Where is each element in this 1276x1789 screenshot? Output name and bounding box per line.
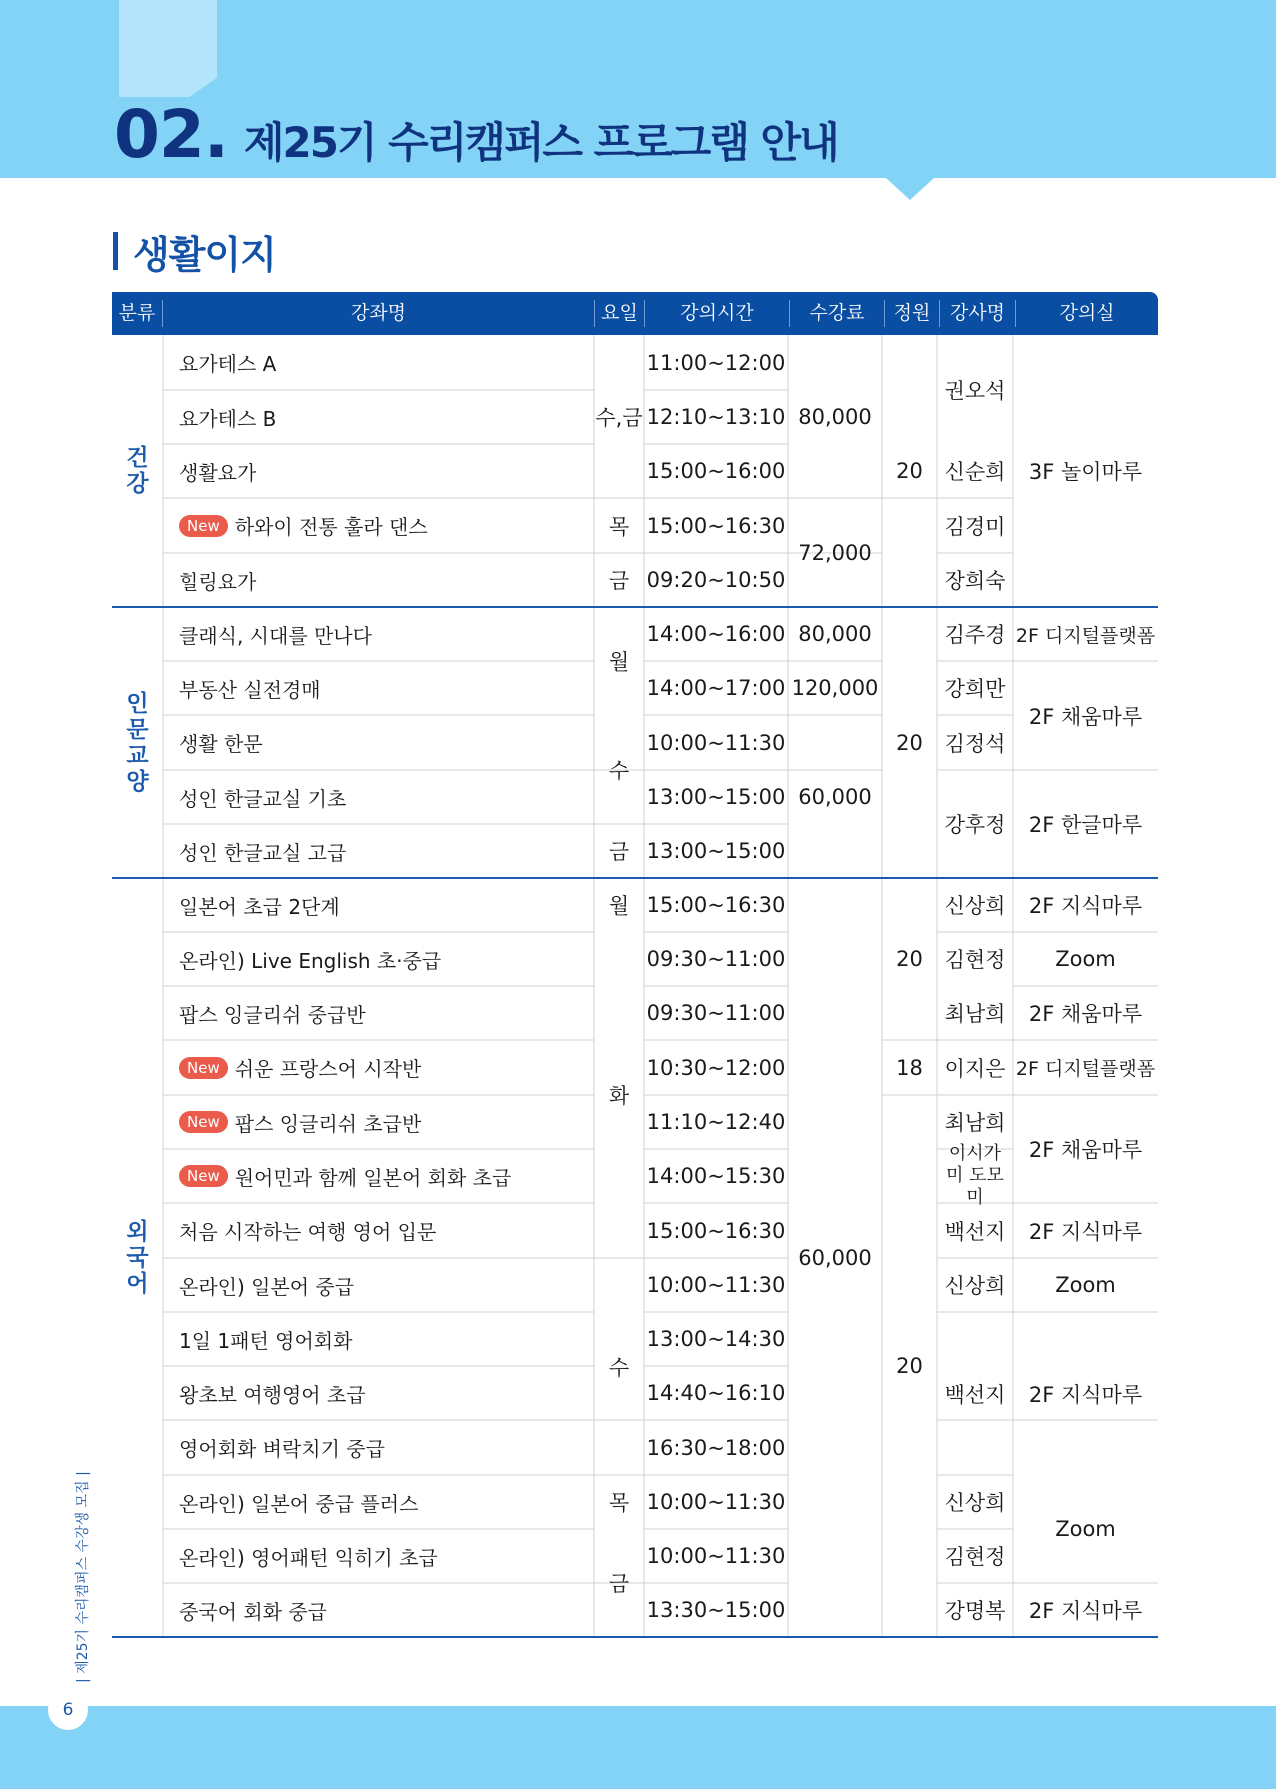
fee-cell: 120,000 <box>791 676 879 700</box>
day-cell: 수 <box>608 1355 630 1380</box>
time-cell: 15:00~16:30 <box>646 1218 786 1243</box>
instructor-cell: 신상희 <box>944 1491 1006 1515</box>
course-name: 생활 한문 <box>179 732 263 756</box>
course-name: 생활요가 <box>179 460 257 485</box>
instructor-cell: 백선지 <box>944 1382 1006 1407</box>
room-cell: 2F 한글마루 <box>1028 813 1143 837</box>
category-cell-humanities <box>112 607 163 878</box>
course-name-cell <box>163 1040 594 1095</box>
instructor-cell: 백선지 <box>944 1219 1006 1244</box>
course-name: 1일 1패턴 영어회화 <box>179 1328 353 1353</box>
course-name: 온라인) 영어패턴 익히기 초급 <box>179 1545 438 1570</box>
category-char: 인 <box>126 690 149 717</box>
time-cell: 13:00~15:00 <box>646 785 786 809</box>
column-header-category: 분류 <box>118 302 156 324</box>
new-badge: New <box>179 1165 228 1187</box>
time-cell: 16:30~18:00 <box>646 1435 786 1460</box>
fee-cell: 60,000 <box>798 1245 872 1270</box>
day-cell: 수,금 <box>595 405 643 430</box>
time-cell: 10:00~11:30 <box>646 1544 786 1568</box>
room-cell: 3F 놀이마루 <box>1028 460 1143 484</box>
instructor-cell: 김현정 <box>944 1545 1006 1569</box>
instructor-cell: 장희숙 <box>944 569 1006 593</box>
time-cell: 09:30~11:00 <box>646 947 786 971</box>
course-name: 중국어 회화 중급 <box>179 1599 327 1624</box>
page-number: 6 <box>48 1690 88 1730</box>
instructor-cell: 신순희 <box>944 460 1006 484</box>
course-name: 팝스 잉글리쉬 초급반 <box>234 1111 422 1136</box>
day-cell: 금 <box>608 569 630 593</box>
category-char: 양 <box>126 768 149 795</box>
instructor-cell: 김주경 <box>944 623 1006 647</box>
time-cell: 15:00~16:30 <box>646 893 786 917</box>
side-caption: | 제25기 수리캠퍼스 수강생 모집 | <box>75 1471 91 1683</box>
time-cell: 09:30~11:00 <box>646 1001 786 1025</box>
time-cell: 10:00~11:30 <box>646 1490 786 1514</box>
fee-cell: 72,000 <box>798 540 872 565</box>
course-name: 온라인) 일본어 중급 <box>179 1274 355 1299</box>
room-cell: 2F 디지털플랫폼 <box>1015 624 1156 647</box>
course-name-cell <box>163 1149 594 1203</box>
course-name: 팝스 잉글리쉬 중급반 <box>179 1002 366 1027</box>
day-cell: 금 <box>608 840 630 864</box>
course-name-cell <box>163 498 594 553</box>
table-header <box>112 292 1158 335</box>
category-char: 교 <box>126 742 149 769</box>
room-cell: 2F 지식마루 <box>1028 894 1143 918</box>
footer-band <box>0 1706 1276 1789</box>
time-cell: 14:00~16:00 <box>646 622 786 646</box>
capacity-cell: 18 <box>896 1055 923 1080</box>
capacity-cell: 20 <box>896 459 923 483</box>
time-cell: 15:00~16:30 <box>646 513 786 538</box>
category-cell-health <box>112 335 163 607</box>
course-name: 일본어 초급 2단계 <box>179 894 340 919</box>
course-name: 하와이 전통 훌라 댄스 <box>234 515 428 539</box>
instructor-cell: 강후정 <box>944 813 1006 837</box>
time-cell: 10:00~11:30 <box>646 730 786 755</box>
course-name: 영어회화 벼락치기 중급 <box>179 1437 385 1461</box>
instructor-cell: 강희만 <box>944 677 1006 701</box>
capacity-cell: 20 <box>896 947 923 971</box>
day-cell: 목 <box>608 514 630 539</box>
course-name: 요가테스 A <box>179 352 277 376</box>
header-tab-decoration <box>119 0 217 97</box>
day-cell: 월 <box>608 650 630 674</box>
room-cell: 2F 디지털플랫폼 <box>1015 1058 1156 1080</box>
instructor-cell: 김현정 <box>944 948 1006 972</box>
room-cell: 2F 채움마루 <box>1028 704 1143 729</box>
capacity-cell: 20 <box>896 1354 923 1378</box>
room-cell: Zoom <box>1055 947 1116 971</box>
capacity-cell: 20 <box>896 730 923 755</box>
category-char: 국 <box>126 1244 149 1271</box>
column-header-day: 요일 <box>601 302 638 324</box>
time-cell: 14:40~16:10 <box>646 1381 786 1405</box>
category-char: 문 <box>126 716 149 743</box>
course-name: 쉬운 프랑스어 시작반 <box>234 1057 422 1081</box>
column-header-fee: 수강료 <box>809 302 865 324</box>
fee-cell: 80,000 <box>798 404 872 429</box>
fee-cell: 60,000 <box>798 784 872 809</box>
section-marker <box>113 232 118 270</box>
course-name: 왕초보 여행영어 초급 <box>179 1382 366 1407</box>
course-name: 힐링요가 <box>179 569 257 594</box>
room-cell: Zoom <box>1055 1273 1116 1297</box>
column-header-course: 강좌명 <box>350 302 407 324</box>
fee-cell: 80,000 <box>798 622 872 646</box>
instructor-cell: 권오석 <box>944 378 1006 403</box>
course-name: 부동산 실전경매 <box>179 677 321 702</box>
day-cell: 목 <box>608 1491 630 1515</box>
time-cell: 13:30~15:00 <box>646 1598 786 1622</box>
chapter-title: 제25기 수리캠퍼스 프로그램 안내 <box>243 118 838 167</box>
room-cell: 2F 채움마루 <box>1028 1138 1143 1162</box>
category-char: 강 <box>126 471 149 497</box>
time-cell: 11:10~12:40 <box>646 1110 786 1134</box>
new-badge: New <box>179 1057 228 1079</box>
chapter-number: 02. <box>114 96 228 173</box>
column-header-capacity: 정원 <box>893 302 931 324</box>
time-cell: 13:00~15:00 <box>646 839 786 863</box>
day-cell: 화 <box>608 1084 630 1108</box>
instructor-cell: 김정석 <box>944 731 1006 756</box>
room-cell: 2F 지식마루 <box>1028 1599 1143 1623</box>
course-name: 온라인) 일본어 중급 플러스 <box>179 1491 419 1516</box>
instructor-cell: 최남희 <box>944 1002 1006 1026</box>
time-cell: 14:00~15:30 <box>646 1164 786 1188</box>
instructor-cell: 신상희 <box>944 894 1006 918</box>
instructor-cell: 신상희 <box>944 1274 1006 1298</box>
room-cell: 2F 지식마루 <box>1028 1219 1143 1244</box>
time-cell: 11:00~12:00 <box>646 350 786 375</box>
course-name-cell <box>163 1095 594 1149</box>
instructor-cell: 강명복 <box>944 1599 1006 1623</box>
column-header-room: 강의실 <box>1059 302 1115 324</box>
room-cell: Zoom <box>1055 1517 1116 1541</box>
instructor-cell: 이시가미 도모미 <box>946 1143 1004 1208</box>
instructor-cell: 김경미 <box>944 514 1006 539</box>
time-cell: 14:00~17:00 <box>646 676 786 700</box>
section-title: 생활이지 <box>133 233 276 277</box>
time-cell: 10:00~11:30 <box>646 1273 786 1297</box>
page-title <box>114 96 838 173</box>
room-cell: 2F 지식마루 <box>1028 1382 1143 1407</box>
column-header-time: 강의시간 <box>680 302 754 324</box>
time-cell: 12:10~13:10 <box>646 405 786 429</box>
time-cell: 10:30~12:00 <box>646 1055 786 1080</box>
day-cell: 수 <box>608 758 630 783</box>
category-char: 외 <box>126 1218 149 1245</box>
time-cell: 09:20~10:50 <box>646 568 786 592</box>
day-cell: 금 <box>608 1572 630 1596</box>
new-badge: New <box>179 515 228 537</box>
course-name: 온라인) Live English 초·중급 <box>179 948 442 973</box>
course-name: 원어민과 함께 일본어 회화 초급 <box>234 1165 512 1190</box>
new-badge: New <box>179 1111 228 1133</box>
header-notch <box>886 178 934 200</box>
time-cell: 13:00~14:30 <box>646 1327 786 1351</box>
day-cell: 월 <box>608 894 630 918</box>
course-name: 성인 한글교실 고급 <box>179 840 347 865</box>
time-cell: 15:00~16:00 <box>646 459 786 483</box>
course-name: 처음 시작하는 여행 영어 입문 <box>179 1220 437 1244</box>
category-cell-language <box>112 878 163 1637</box>
category-char: 건 <box>126 445 149 471</box>
category-char: 어 <box>126 1270 149 1297</box>
course-name: 클래식, 시대를 만나다 <box>179 623 372 648</box>
course-name: 성인 한글교실 기초 <box>179 786 347 811</box>
instructor-cell: 최남희 <box>944 1111 1006 1135</box>
room-cell: 2F 채움마루 <box>1028 1002 1143 1026</box>
course-name: 요가테스 B <box>179 406 277 431</box>
column-header-instructor: 강사명 <box>949 302 1006 324</box>
instructor-cell: 이지은 <box>944 1056 1006 1081</box>
